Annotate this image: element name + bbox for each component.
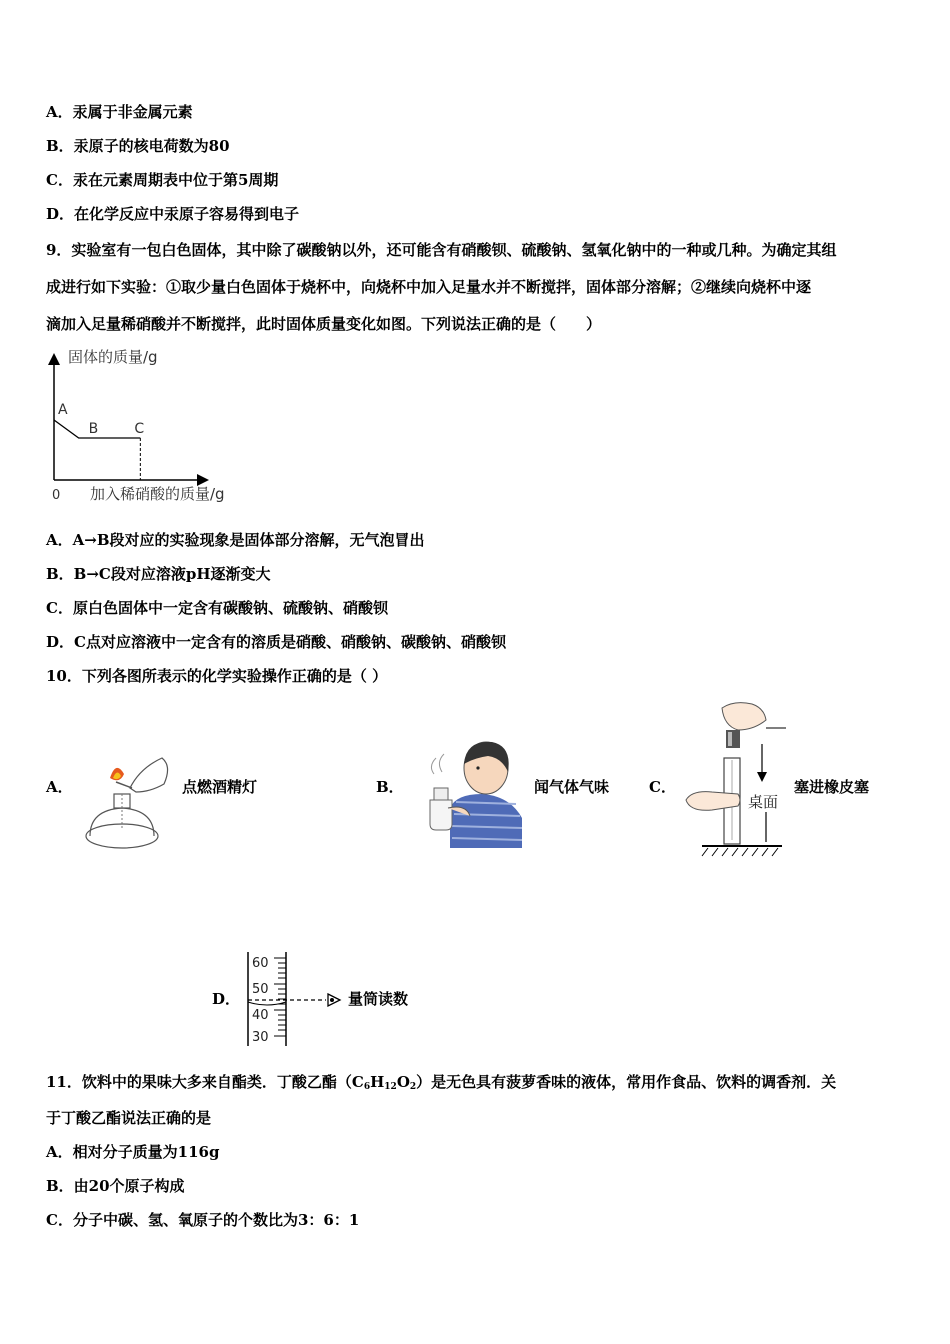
chart-origin: 0 [52, 488, 61, 503]
q10-option-c-caption: 塞进橡皮塞 [794, 778, 870, 796]
q9-option-d: D．C点对应溶液中一定含有的溶质是硝酸、硝酸钠、碳酸钠、硝酸钡 [46, 633, 506, 651]
q9-stem-line2: 成进行如下实验：①取少量白色固体于烧杯中，向烧杯中加入足量水并不断搅拌，固体部分溶解；②继续向烧杯中逐 [46, 278, 812, 296]
q10-stem: 10．下列各图所表示的化学实验操作正确的是（ ） [46, 667, 388, 685]
q10-option-b-letter: B． [376, 778, 404, 796]
q11-option-a: A．相对分子质量为116g [46, 1143, 220, 1161]
chart-x-label: 加入稀硝酸的质量/g [90, 485, 225, 503]
cylinder-mark-30: 30 [252, 1030, 269, 1045]
chart-y-label: 固体的质量/g [68, 348, 158, 366]
q8-option-c: C．汞在元素周期表中位于第5周期 [46, 171, 279, 189]
q10-option-a-caption: 点燃酒精灯 [182, 778, 258, 796]
q11-stem-line2: 于丁酸乙酯说法正确的是 [46, 1109, 212, 1127]
alcohol-lamp-illustration [80, 748, 180, 858]
q11-option-c: C．分子中碳、氢、氧原子的个数比为3：6：1 [46, 1211, 360, 1229]
q10-option-b-caption: 闻气体气味 [534, 778, 610, 796]
q8-option-d: D．在化学反应中汞原子容易得到电子 [46, 205, 300, 223]
q9-stem-line3: 滴加入足量稀硝酸并不断搅拌，此时固体质量变化如图。下列说法正确的是（ ） [46, 315, 602, 333]
q11-stem-line1: 11．饮料中的果味大多来自酯类．丁酸乙酯$(C_6H_{12}O_2)$是无色具有菠萝香味的液体，常用作食品、饮料的调香剂．关 [46, 1073, 837, 1092]
q8-option-a: A．汞属于非金属元素 [46, 103, 193, 121]
cylinder-mark-50: 50 [252, 982, 269, 997]
q10-option-a-letter: A． [46, 778, 73, 796]
chart-point-c-label: C [134, 421, 145, 437]
chart-point-b-label: B [88, 421, 99, 437]
desk-surface-label: 桌面 [748, 793, 779, 811]
q9-stem-line1: 9．实验室有一包白色固体，其中除了碳酸钠以外，还可能含有硝酸钡、硫酸钠、氢氧化钠中的一种或几种。为确定其组 [46, 241, 837, 259]
chart-point-a-label: A [58, 402, 68, 418]
q9-option-a: A．A→B段对应的实验现象是固体部分溶解，无气泡冒出 [46, 531, 425, 549]
q9-option-c: C．原白色固体中一定含有碳酸钠、硫酸钠、硝酸钡 [46, 599, 388, 617]
cylinder-mark-40: 40 [252, 1008, 269, 1023]
smelling-gas-illustration [412, 738, 526, 854]
q11-option-b: B．由20个原子构成 [46, 1177, 185, 1195]
q8-option-b: B．汞原子的核电荷数为80 [46, 137, 230, 155]
q10-option-d-letter: D． [212, 990, 241, 1008]
q10-option-d-caption: 量筒读数 [348, 990, 409, 1008]
q9-option-b: B．B→C段对应溶液pH逐渐变大 [46, 565, 271, 583]
rubber-stopper-illustration [682, 700, 788, 858]
q10-option-c-letter: C． [649, 778, 676, 796]
graduated-cylinder-illustration [244, 948, 348, 1050]
cylinder-mark-60: 60 [252, 956, 269, 971]
q9-mass-chart [40, 342, 260, 512]
